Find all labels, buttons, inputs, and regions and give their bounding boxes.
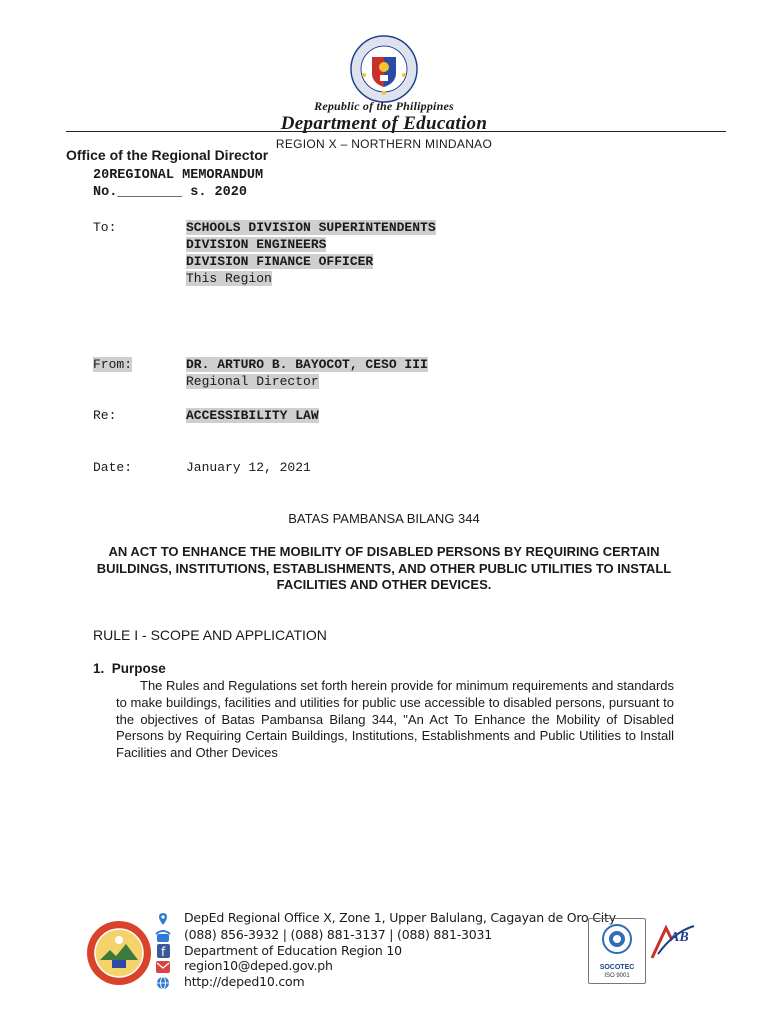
accreditation-badge — [648, 922, 698, 980]
from-position: Regional Director — [186, 374, 319, 389]
regional-office-seal-logo — [86, 920, 152, 986]
socotec-iso-label: ISO 9001 — [604, 973, 630, 979]
to-recipient: DIVISION ENGINEERS — [186, 237, 327, 252]
svg-text:f: f — [161, 945, 166, 958]
to-recipient: SCHOOLS DIVISION SUPERINTENDENTS — [186, 220, 436, 235]
from-label: From: — [93, 357, 133, 372]
memo-number: No.________ s. 2020 — [93, 185, 247, 200]
globe-icon — [155, 976, 171, 990]
email-icon — [155, 960, 171, 974]
socotec-iso-certification-badge — [588, 918, 646, 984]
office-heading: Office of the Regional Director — [66, 147, 269, 163]
act-title: AN ACT TO ENHANCE THE MOBILITY OF DISABLED PERSONS BY REQUIRING CERTAIN BUILDINGS, INSTITUTIONS, ESTABLISHMENTS, AND OTHER PUBLIC UTILITIES TO INSTALL FACILITIES AND OTHER DEVICES. — [96, 544, 672, 592]
to-recipient: This Region — [186, 271, 272, 286]
footer-address: DepEd Regional Office X, Zone 1, Upper Balulang, Cagayan de Oro City — [184, 910, 616, 925]
footer-website: http://deped10.com — [184, 974, 305, 989]
location-pin-icon — [155, 912, 171, 926]
to-recipient: DIVISION FINANCE OFFICER — [186, 254, 374, 269]
region-heading: REGION X – NORTHERN MINDANAO — [275, 137, 493, 151]
rule-heading: RULE I - SCOPE AND APPLICATION — [93, 627, 327, 643]
deped-seal-logo — [350, 35, 418, 103]
to-label: To: — [93, 220, 117, 235]
footer-facebook: Department of Education Region 10 — [184, 943, 402, 958]
purpose-heading: 1. Purpose — [93, 661, 166, 676]
republic-heading: Republic of the Philippines — [314, 99, 454, 113]
purpose-paragraph: The Rules and Regulations set forth herein provide for minimum requirements and standards to make buildings, facilities and utilities for public use accessible to disabled persons, pursuant to the objectives of Batas Pambansa Bilang 344, "An Act To Enhance the Mobility of Disabled Persons by Requiring Certain Buildings, Institutions, Establishments and Public Utilities to Install Facilities and Other Devices — [116, 678, 674, 761]
memo-title: 20REGIONAL MEMORANDUM — [93, 168, 264, 183]
socotec-logo-icon — [589, 919, 645, 959]
date-value: January 12, 2021 — [186, 460, 311, 475]
department-heading: Department of Education — [280, 113, 488, 134]
re-subject: ACCESSIBILITY LAW — [186, 408, 319, 423]
act-number: BATAS PAMBANSA BILANG 344 — [288, 511, 480, 526]
socotec-label: SOCOTEC — [599, 964, 635, 971]
footer-phones: (088) 856-3932 | (088) 881-3137 | (088) 881-3031 — [184, 927, 493, 942]
re-label: Re: — [93, 408, 117, 423]
footer-email: region10@deped.gov.ph — [184, 958, 333, 973]
header-divider — [66, 131, 726, 132]
facebook-icon — [155, 944, 171, 958]
phone-icon — [155, 929, 171, 943]
from-name: DR. ARTURO B. BAYOCOT, CESO III — [186, 357, 428, 372]
date-label: Date: — [93, 460, 133, 475]
ab-label: AB — [670, 930, 689, 945]
